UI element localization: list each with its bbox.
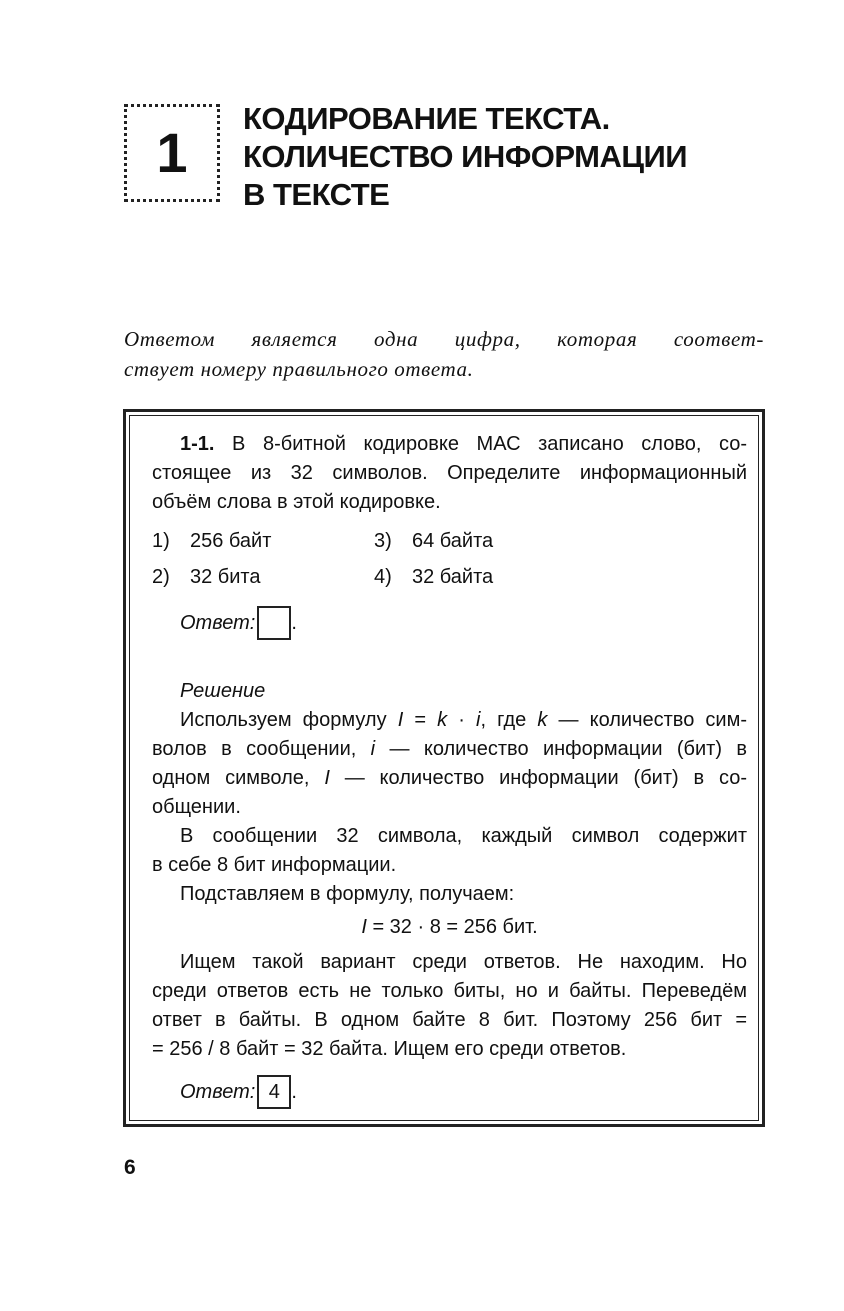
answer-options <box>152 523 747 595</box>
solution-line: Ищем такой вариант среди ответов. Не находим. Но <box>180 951 747 973</box>
option-3: 3) 64 байта <box>374 529 494 552</box>
solution-line: Используем формулу I = k · i, где k — количество сим- <box>180 709 748 731</box>
page-number: 6 <box>124 1156 136 1179</box>
solution-line: Подставляем в формулу, получаем: <box>180 883 515 905</box>
chapter-title-line: КОЛИЧЕСТВО ИНФОРМАЦИИ <box>243 139 688 174</box>
task-number: 1-1. <box>180 433 215 455</box>
solution-line: = 256 / 8 байт = 32 байта. Ищем его среди ответов. <box>152 1038 627 1060</box>
chapter-number-box <box>124 104 220 202</box>
task-frame <box>123 409 765 1127</box>
task-content <box>152 430 747 1114</box>
task-question-line: стоящее из 32 символов. Определите информационный <box>152 462 747 484</box>
instructions-line: Ответом является одна цифра, которая соответ- <box>124 327 764 351</box>
solution-line: В сообщении 32 символа, каждый символ содержит <box>180 825 747 847</box>
chapter-title-line: В ТЕКСТЕ <box>243 177 390 212</box>
solution-title: Решение <box>180 680 266 702</box>
solution-line: в себе 8 бит информации. <box>152 854 397 876</box>
chapter-number: 1 <box>156 121 188 184</box>
answer-field: Ответ: . <box>152 601 747 645</box>
answer-box: 4 <box>257 1075 291 1109</box>
answer-label: Ответ: <box>180 1080 256 1103</box>
solution-line: волов в сообщении, i — количество информации (бит) в <box>152 738 747 760</box>
solution-calculation: I = 32 · 8 = 256 бит. <box>361 916 538 938</box>
task-question-line: 1-1. В 8-битной кодировке МАС записано слово, со- <box>180 433 747 455</box>
solution-line: среди ответов есть не только биты, но и байты. Переведём <box>152 980 747 1002</box>
option-4: 4) 32 байта <box>374 565 494 588</box>
task-question-line: объём слова в этой кодировке. <box>152 491 441 513</box>
chapter-title <box>243 100 803 214</box>
instructions <box>124 324 764 384</box>
answer-box-empty <box>257 606 291 640</box>
final-answer: Ответ: 4 . <box>152 1070 747 1114</box>
solution-line: общении. <box>152 796 241 818</box>
solution-line: одном символе, I — количество информации (бит) в со- <box>152 767 747 789</box>
answer-label: Ответ: <box>180 611 256 634</box>
chapter-title-line: КОДИРОВАНИЕ ТЕКСТА. <box>243 101 610 136</box>
solution-line: ответ в байты. В одном байте 8 бит. Поэтому 256 бит = <box>152 1009 747 1031</box>
instructions-line: ствует номеру правильного ответа. <box>124 357 474 381</box>
option-1: 1) 256 байт <box>152 529 272 552</box>
option-2: 2) 32 бита <box>152 565 261 588</box>
